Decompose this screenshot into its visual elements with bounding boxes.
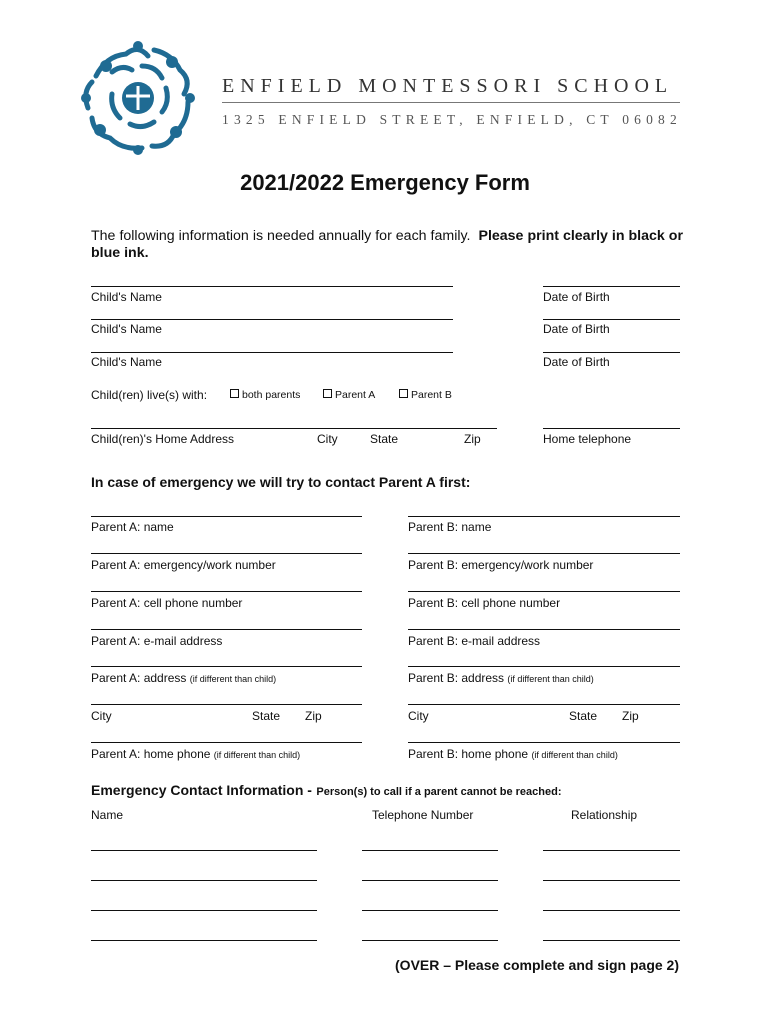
contact-phone-line[interactable] bbox=[362, 910, 498, 911]
parent-b-home-phone-label bbox=[408, 747, 618, 761]
parent-a-emergency-label: Parent A: emergency/work number bbox=[91, 558, 276, 572]
parent-a-address-label bbox=[91, 671, 276, 685]
home-address-line[interactable] bbox=[91, 428, 497, 429]
parent-b-name-label: Parent B: name bbox=[408, 520, 492, 534]
child-name-label: Child's Name bbox=[91, 290, 162, 304]
emergency-contacts-heading bbox=[91, 782, 562, 800]
option-both-parents[interactable] bbox=[230, 389, 300, 401]
intro-paragraph bbox=[91, 228, 683, 262]
form-title: 2021/2022 Emergency Form bbox=[240, 170, 530, 195]
school-address: 1325 ENFIELD STREET, ENFIELD, CT 06082 bbox=[222, 112, 682, 127]
col-relationship-header: Relationship bbox=[571, 808, 638, 822]
parent-b-state-label: State bbox=[569, 709, 598, 723]
parents-heading: In case of emergency we will try to contact Parent A first: bbox=[91, 474, 471, 490]
address-note: (if different than child) bbox=[189, 674, 277, 684]
home-address-label: Child(ren)'s Home Address bbox=[91, 432, 235, 446]
parent-a-home-phone-label bbox=[91, 747, 300, 761]
checkbox-icon[interactable] bbox=[230, 389, 239, 398]
emergency-heading-text: Emergency Contact Information - bbox=[91, 782, 312, 798]
parent-a-name-label: Parent A: name bbox=[91, 520, 174, 534]
parent-a-cell-line[interactable] bbox=[91, 591, 362, 592]
child-name-line-1[interactable] bbox=[91, 286, 453, 287]
parent-a-city-line[interactable] bbox=[91, 704, 362, 705]
child-name-label: Child's Name bbox=[91, 322, 162, 336]
checkbox-icon[interactable] bbox=[399, 389, 408, 398]
emergency-subheading: Person(s) to call if a parent cannot be reached: bbox=[316, 786, 562, 798]
child-name-line-2[interactable] bbox=[91, 319, 453, 320]
parent-a-email-line[interactable] bbox=[91, 629, 362, 630]
parent-b-cell-line[interactable] bbox=[408, 591, 680, 592]
parent-b-home-phone-line[interactable] bbox=[408, 742, 680, 743]
child-dob-line-3[interactable] bbox=[543, 352, 680, 353]
option-parent-b[interactable] bbox=[399, 389, 452, 401]
contact-relationship-line[interactable] bbox=[543, 940, 680, 941]
option-label: Parent B bbox=[411, 389, 452, 401]
col-telephone-header: Telephone Number bbox=[372, 808, 474, 822]
address-label-text: Parent A: address bbox=[91, 671, 187, 685]
contact-phone-line[interactable] bbox=[362, 880, 498, 881]
child-dob-label: Date of Birth bbox=[543, 355, 610, 369]
option-parent-a[interactable] bbox=[323, 389, 375, 401]
city-label: City bbox=[317, 432, 338, 446]
state-label: State bbox=[370, 432, 399, 446]
intro-text: The following information is needed annually for each family. bbox=[91, 228, 471, 244]
contact-relationship-line[interactable] bbox=[543, 880, 680, 881]
home-telephone-line[interactable] bbox=[543, 428, 680, 429]
contact-name-line[interactable] bbox=[91, 880, 317, 881]
parent-a-email-label: Parent A: e-mail address bbox=[91, 634, 223, 648]
parent-b-email-label: Parent B: e-mail address bbox=[408, 634, 541, 648]
contact-relationship-line[interactable] bbox=[543, 910, 680, 911]
contact-name-line[interactable] bbox=[91, 940, 317, 941]
intro-instruction: Please print clearly in black or blue ink. bbox=[91, 228, 683, 261]
option-label: Parent A bbox=[335, 389, 376, 401]
contact-name-line[interactable] bbox=[91, 850, 317, 851]
parent-a-cell-label: Parent A: cell phone number bbox=[91, 596, 243, 610]
parent-a-emergency-line[interactable] bbox=[91, 553, 362, 554]
contact-phone-line[interactable] bbox=[362, 850, 498, 851]
child-name-line-3[interactable] bbox=[91, 352, 453, 353]
header-divider bbox=[222, 102, 680, 103]
parent-b-city-line[interactable] bbox=[408, 704, 680, 705]
lives-with-label: Child(ren) live(s) with: bbox=[91, 388, 208, 402]
parent-b-cell-label: Parent B: cell phone number bbox=[408, 596, 561, 610]
home-phone-note: (if different than child) bbox=[213, 750, 301, 760]
parent-a-city-label: City bbox=[91, 709, 112, 723]
contact-phone-line[interactable] bbox=[362, 940, 498, 941]
parent-b-emergency-line[interactable] bbox=[408, 553, 680, 554]
home-phone-note: (if different than child) bbox=[531, 750, 618, 760]
child-dob-line-1[interactable] bbox=[543, 286, 680, 287]
child-dob-line-2[interactable] bbox=[543, 319, 680, 320]
child-name-label: Child's Name bbox=[91, 355, 162, 369]
parent-a-state-label: State bbox=[252, 709, 281, 723]
col-name-header: Name bbox=[91, 808, 124, 822]
parent-a-name-line[interactable] bbox=[91, 516, 362, 517]
parent-b-address-line[interactable] bbox=[408, 666, 680, 667]
address-note: (if different than child) bbox=[507, 674, 594, 684]
contact-relationship-line[interactable] bbox=[543, 850, 680, 851]
home-phone-label-text: Parent A: home phone bbox=[91, 747, 211, 761]
parent-a-zip-label: Zip bbox=[305, 709, 322, 723]
checkbox-icon[interactable] bbox=[323, 389, 332, 398]
parent-a-address-line[interactable] bbox=[91, 666, 362, 667]
school-logo bbox=[76, 36, 200, 160]
parent-b-city-label: City bbox=[408, 709, 429, 723]
home-telephone-label: Home telephone bbox=[543, 432, 632, 446]
parent-b-emergency-label: Parent B: emergency/work number bbox=[408, 558, 594, 572]
contact-name-line[interactable] bbox=[91, 910, 317, 911]
zip-label: Zip bbox=[464, 432, 481, 446]
child-dob-label: Date of Birth bbox=[543, 290, 610, 304]
address-label-text: Parent B: address bbox=[408, 671, 505, 685]
parent-b-address-label bbox=[408, 671, 594, 685]
parent-b-zip-label: Zip bbox=[622, 709, 639, 723]
footer-note: (OVER – Please complete and sign page 2) bbox=[395, 957, 679, 973]
child-dob-label: Date of Birth bbox=[543, 322, 610, 336]
parent-b-email-line[interactable] bbox=[408, 629, 680, 630]
parent-a-home-phone-line[interactable] bbox=[91, 742, 362, 743]
school-name: ENFIELD MONTESSORI SCHOOL bbox=[222, 75, 674, 97]
home-phone-label-text: Parent B: home phone bbox=[408, 747, 529, 761]
option-label: both parents bbox=[242, 389, 301, 401]
parent-b-name-line[interactable] bbox=[408, 516, 680, 517]
